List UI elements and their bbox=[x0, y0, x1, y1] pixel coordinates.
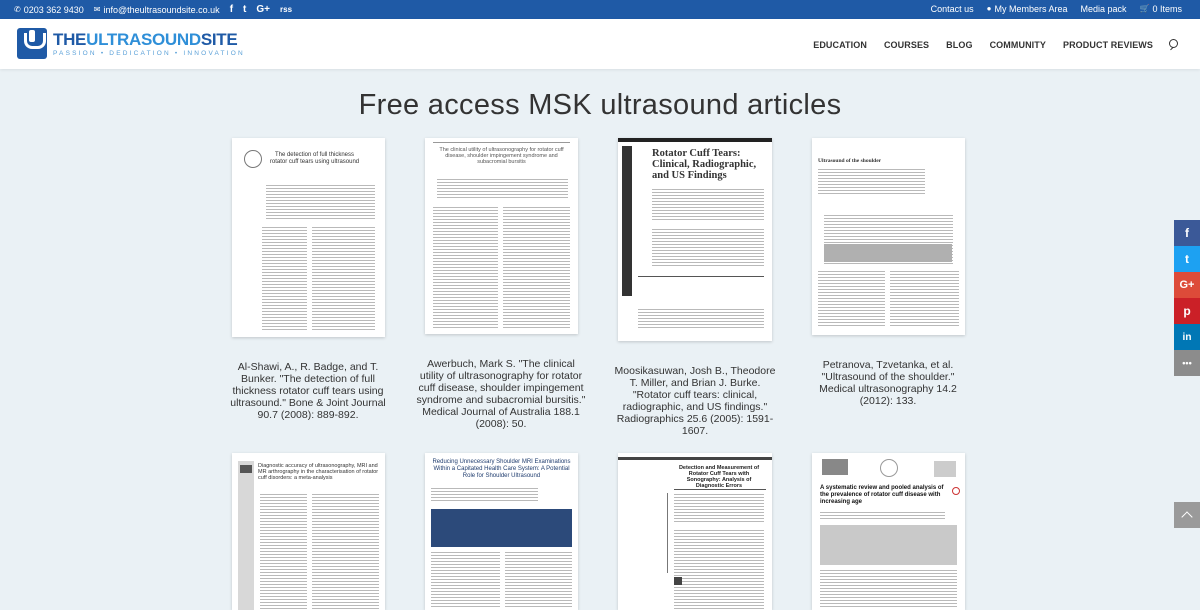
article-thumbnail[interactable]: Reducing Unnecessary Shoulder MRI Examinations Within a Capitated Health Care System: A Potential Role for Shoulder Ultrasound bbox=[425, 453, 578, 610]
twitter-icon[interactable]: t bbox=[243, 4, 247, 15]
page-title: Free access MSK ultrasound articles bbox=[358, 89, 842, 121]
article-thumbnail[interactable]: A systematic review and pooled analysis of the prevalence of rotator cuff disease with increasing age bbox=[812, 453, 965, 610]
main-nav bbox=[813, 39, 1180, 51]
article-citation: Moosikasuwan, Josh B., Theodore T. Miller, and Brian J. Burke. "Rotator cuff tears: clinical, radiographic, and US findings." Radiographics 25.6 (2005): 1591-1607. bbox=[614, 365, 776, 437]
nav-product-reviews[interactable]: PRODUCT REVIEWS bbox=[1062, 40, 1153, 50]
cart-link[interactable]: 🛒 0 Items bbox=[1139, 4, 1182, 14]
user-icon: ● bbox=[986, 4, 992, 13]
email-link[interactable]: ✉ info@theultrasoundsite.co.uk bbox=[93, 4, 220, 15]
share-linkedin-icon[interactable]: in bbox=[1174, 324, 1200, 350]
article-thumbnail[interactable]: Detection and Measurement of Rotator Cuff Tears with Sonography: Analysis of Diagnostic Errors bbox=[618, 453, 772, 610]
media-pack-link[interactable]: Media pack bbox=[1080, 4, 1127, 14]
phone-link[interactable]: ✆ 0203 362 9430 bbox=[14, 4, 84, 15]
share-pinterest-icon[interactable]: p bbox=[1174, 298, 1200, 324]
share-facebook-icon[interactable]: f bbox=[1174, 220, 1200, 246]
article-citation: Petranova, Tzvetanka, et al. "Ultrasound of the shoulder." Medical ultrasonography 14.2 (2012): 133. bbox=[819, 359, 957, 407]
article-thumbnail[interactable]: The clinical utility of ultrasonography for rotator cuff disease, shoulder impingement syndrome and subacromial bursitis bbox=[425, 138, 578, 334]
members-area-link[interactable]: ● My Members Area bbox=[986, 4, 1068, 14]
google-plus-icon[interactable]: G+ bbox=[256, 4, 270, 15]
article-thumbnail[interactable]: Diagnostic accuracy of ultrasonography, MRI and MR arthrography in the characterisation of rotator cuff disorders: a meta-analysis bbox=[232, 453, 385, 610]
back-to-top-button[interactable] bbox=[1174, 502, 1200, 528]
share-twitter-icon[interactable]: t bbox=[1174, 246, 1200, 272]
article-citation: Awerbuch, Mark S. "The clinical utility of ultrasonography for rotator cuff disease, shoulder impingement syndrome and subacromial bursitis." Medical Journal of Australia 188.1 (2008): 50. bbox=[416, 358, 586, 430]
top-bar bbox=[0, 0, 1200, 19]
facebook-icon[interactable]: f bbox=[229, 4, 234, 15]
share-more-icon[interactable]: ••• bbox=[1174, 350, 1200, 376]
rss-icon[interactable]: rss bbox=[280, 5, 293, 14]
nav-blog[interactable]: BLOG bbox=[946, 40, 973, 50]
nav-courses[interactable]: COURSES bbox=[883, 40, 930, 50]
site-logo[interactable]: THEULTRASOUNDSITE PASSION • DEDICATION • INNOVATION bbox=[17, 28, 245, 59]
site-header bbox=[0, 19, 1200, 69]
envelope-icon: ✉ bbox=[93, 4, 101, 14]
nav-education[interactable]: EDUCATION bbox=[813, 40, 867, 50]
contact-us-link[interactable]: Contact us bbox=[930, 4, 974, 14]
phone-icon: ✆ bbox=[14, 4, 21, 14]
cart-icon: 🛒 bbox=[1139, 4, 1150, 13]
search-icon[interactable] bbox=[1168, 39, 1180, 51]
article-thumbnail[interactable]: The detection of full thickness rotator cuff tears using ultrasound bbox=[232, 138, 385, 337]
share-google-plus-icon[interactable]: G+ bbox=[1174, 272, 1200, 298]
nav-community[interactable]: COMMUNITY bbox=[989, 40, 1046, 50]
article-thumbnail[interactable]: Rotator Cuff Tears: Clinical, Radiographic, and US Findings bbox=[618, 138, 772, 341]
article-citation: Al-Shawi, A., R. Badge, and T. Bunker. "The detection of full thickness rotator cuff tears using ultrasound." Bone & Joint Journal 90.7 (2008): 889-892. bbox=[230, 361, 386, 421]
article-thumbnail[interactable]: Ultrasound of the shoulder bbox=[812, 138, 965, 335]
logo-icon bbox=[17, 28, 47, 59]
